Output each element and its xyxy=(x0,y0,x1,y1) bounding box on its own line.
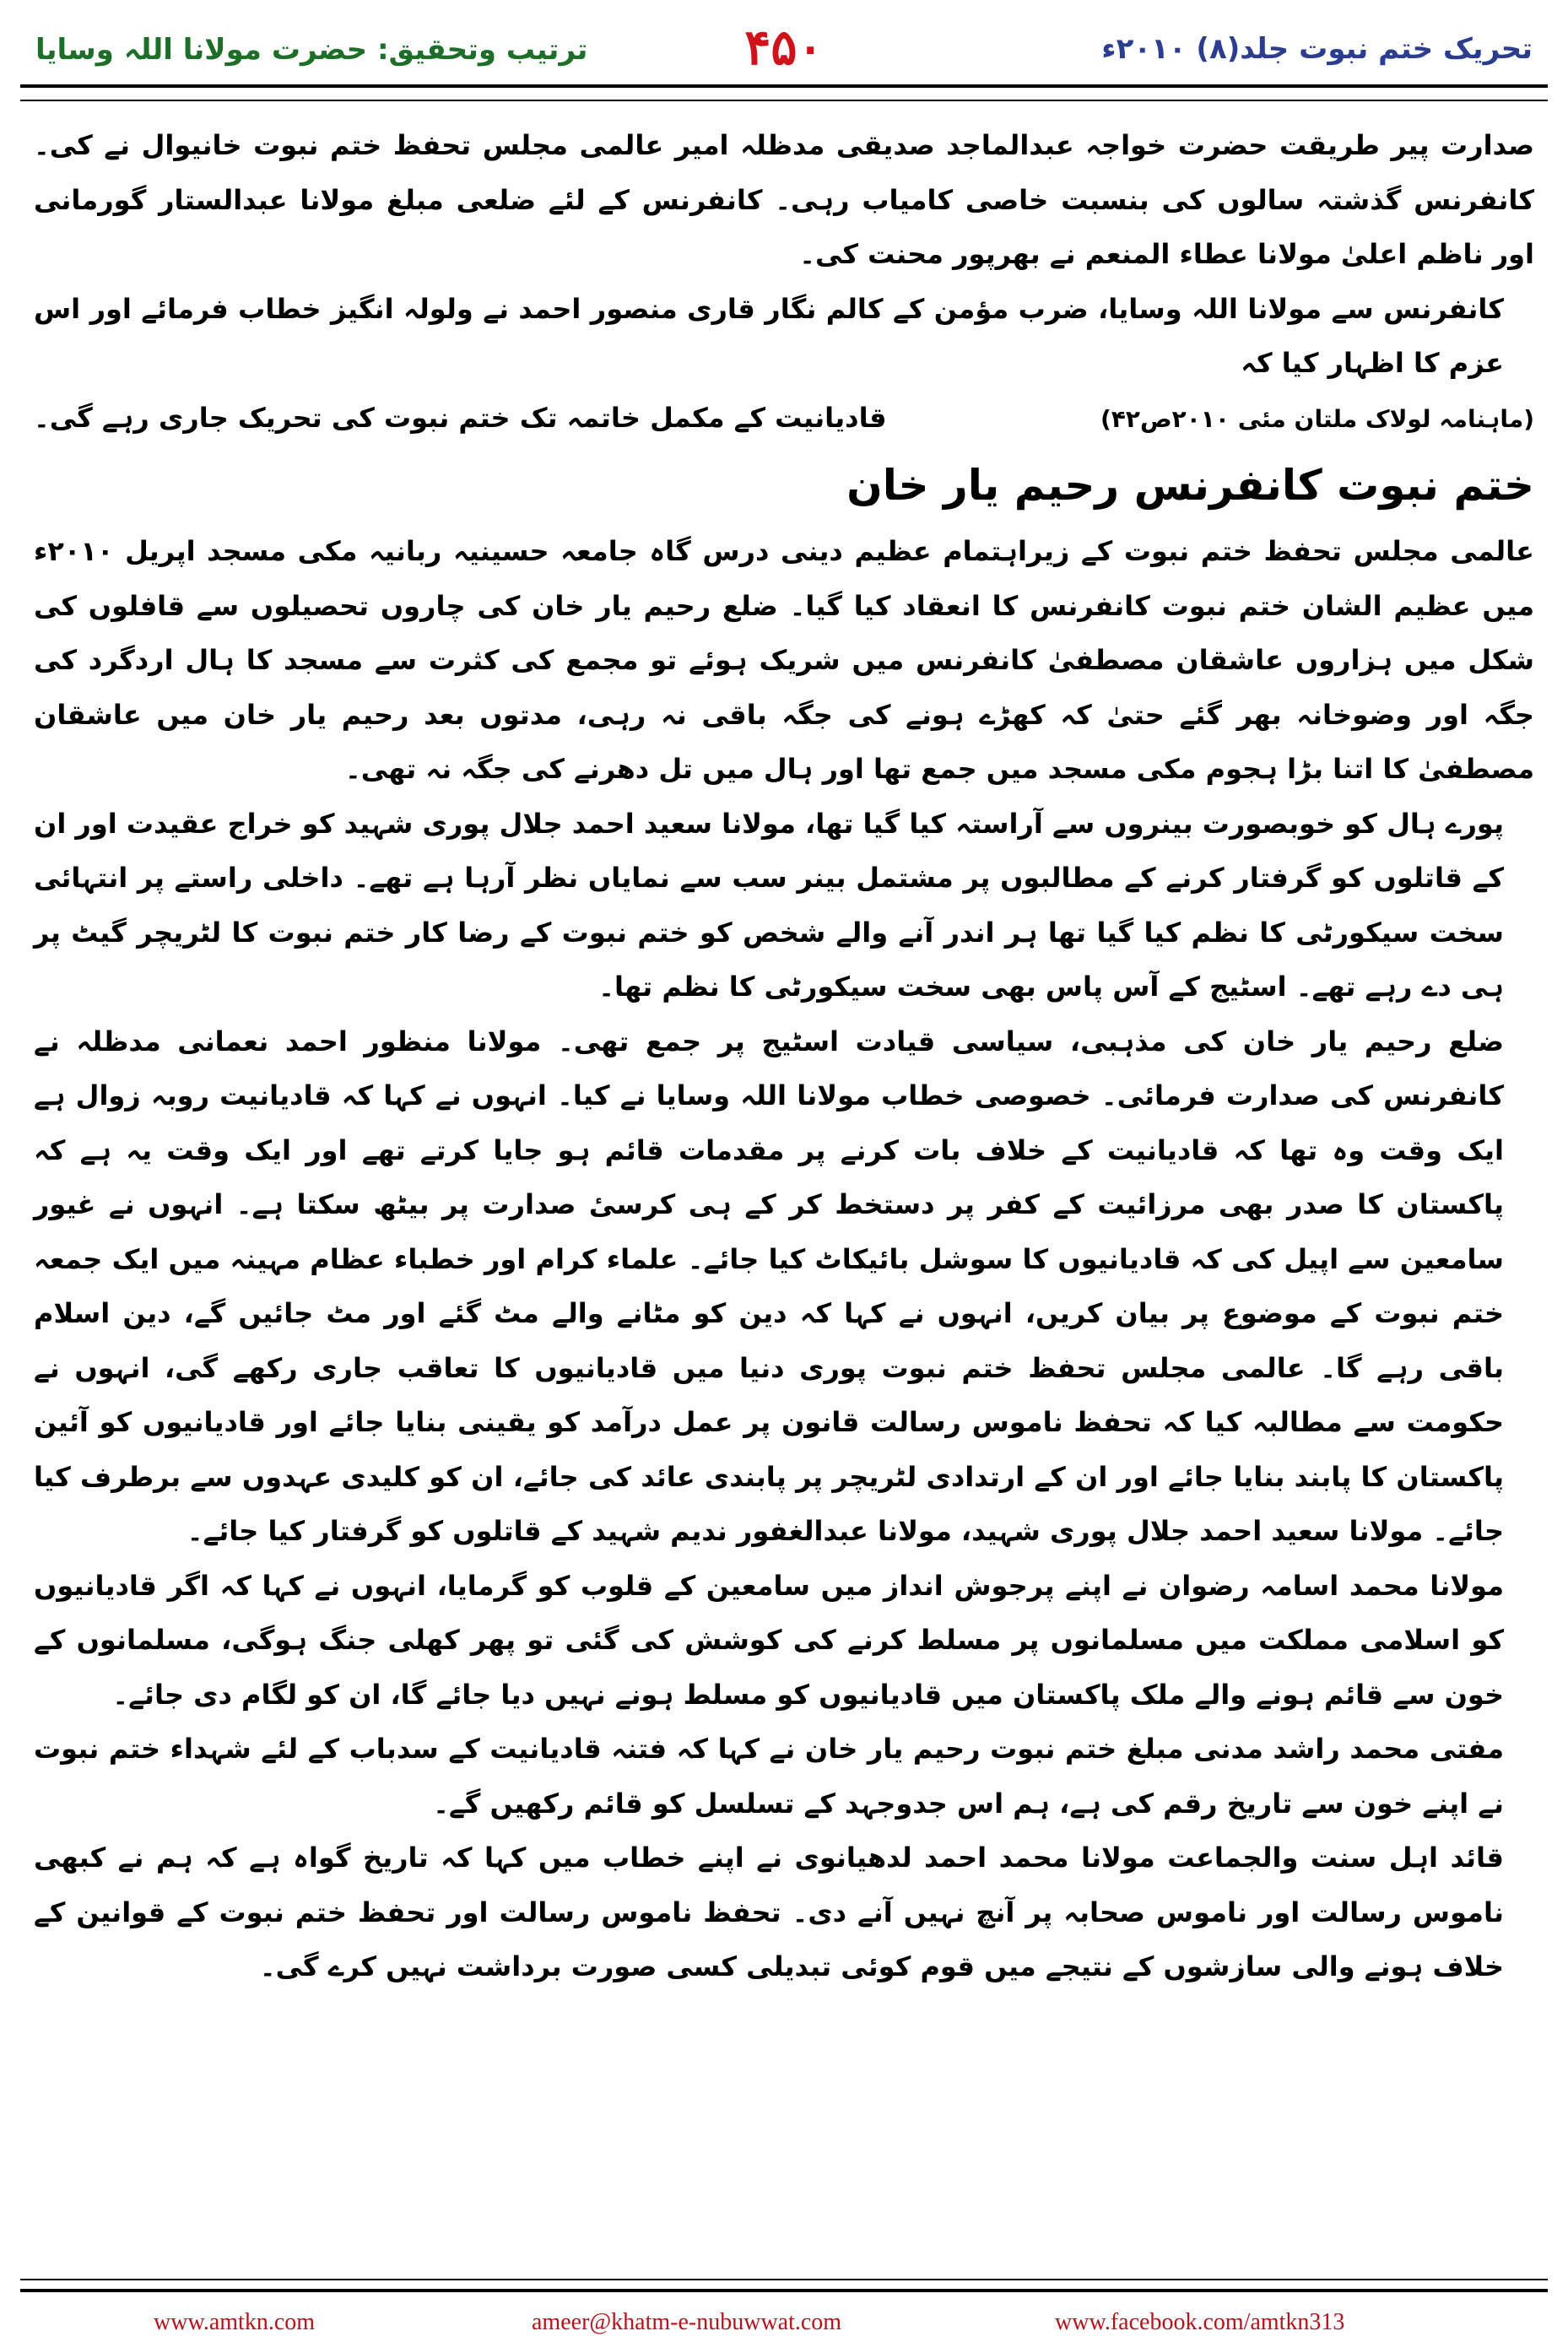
footer-divider xyxy=(20,2279,1548,2292)
page-number: ۴۵۰ xyxy=(744,19,824,76)
source-citation: (ماہنامہ لولاک ملتان مئی ۲۰۱۰ص۴۲) xyxy=(1100,404,1534,433)
facebook-link[interactable]: www.facebook.com/amtkn313 xyxy=(1055,2309,1345,2335)
email-link[interactable]: ameer@khatm-e-nubuwwat.com xyxy=(532,2309,842,2335)
page-footer xyxy=(0,2279,1568,2342)
paragraph-2-last-line: قادیانیت کے مکمل خاتمہ تک ختم نبوت کی تحریک جاری رہے گی۔ xyxy=(34,401,887,434)
book-title: تحریک ختم نبوت جلد(۸) ۲۰۱۰ء xyxy=(1101,32,1533,66)
website-link[interactable]: www.amtkn.com xyxy=(154,2309,316,2335)
paragraph-4: پورے ہال کو خوبصورت بینروں سے آراستہ کیا گیا تھا، مولانا سعید احمد جلال پوری شہید کو خراج عقیدت اور ان کے قاتلوں کو گرفتار کرنے کے مطالبوں پر مشتمل بینر سب سے نمایاں نظر آرہا ہے تھے۔ داخلی راستے پر انتہائی سخت سیکورٹی کا نظم کیا گیا تھا ہر اندر آنے والے شخص کو ختم نبوت کے رضا کار ختم نبوت کا لٹریچر گیٹ پر ہی دے رہے تھے۔ اسٹیج کے آس پاس بھی سخت سیکورٹی کا نظم تھا۔ xyxy=(34,807,1504,1003)
paragraph-3: عالمی مجلس تحفظ ختم نبوت کے زیراہتمام عظیم دینی درس گاہ جامعہ حسینیہ ربانیہ مکی مسجد اپریل ۲۰۱۰ء میں عظیم الشان ختم نبوت کانفرنس کا انعقاد کیا گیا۔ ضلع رحیم یار خان کی چاروں تحصیلوں سے قافلوں کی شکل میں ہزاروں عاشقان مصطفیٰ کانفرنس میں شریک ہوئے تو مجمع کی کثرت سے مسجد کا ہال اردگرد کی جگہ اور وضوخانہ بھر گئے حتیٰ کہ کھڑے ہونے کی جگہ باقی نہ رہی، مدتوں بعد رحیم یار خان میں عاشقان مصطفیٰ کا اتنا بڑا ہجوم مکی مسجد میں جمع تھا اور ہال میں تل دھرنے کی جگہ نہ تھی۔ xyxy=(34,535,1534,785)
paragraph-6: مولانا محمد اسامہ رضوان نے اپنے پرجوش انداز میں سامعین کے قلوب کو گرمایا، انہوں نے کہا کہ اگر قادیانیوں کو اسلامی مملکت میں مسلمانوں پر مسلط کرنے کی کوشش کی گئی تو پھر کھلی جنگ ہوگی، مسلمانوں کے خون سے قائم ہونے والے ملک پاکستان میں قادیانیوں کو مسلط ہونے نہیں دیا جائے گا، ان کو لگام دی جائے۔ xyxy=(34,1569,1505,1711)
header-divider xyxy=(20,84,1548,101)
section-heading: ختم نبوت کانفرنس رحیم یار خان xyxy=(846,461,1534,510)
paragraph-8: قائد اہل سنت والجماعت مولانا محمد احمد لدھیانوی نے اپنے خطاب میں کہا کہ تاریخ گواہ ہے کہ ہم نے کبھی ناموس رسالت اور ناموس صحابہ پر آنچ نہیں آنے دی۔ تحفظ ناموس رسالت اور تحفظ ختم نبوت کے قوانین کے خلاف ہونے والی سازشوں کے نتیجے میں قوم کوئی تبدیلی کسی صورت برداشت نہیں کرے گی۔ xyxy=(34,1842,1504,1982)
paragraph-2: کانفرنس سے مولانا اللہ وسایا، ضرب مؤمن کے کالم نگار قاری منصور احمد نے ولولہ انگیز خطاب فرمائے اور اس عزم کا اظہار کیا کہ xyxy=(34,292,1504,379)
paragraph-5: ضلع رحیم یار خان کی مذہبی، سیاسی قیادت اسٹیج پر جمع تھی۔ مولانا منظور احمد نعمانی مدظلہ نے کانفرنس کی صدارت فرمائی۔ خصوصی خطاب مولانا اللہ وسایا نے کیا۔ انہوں نے کہا کہ قادیانیت روبہ زوال ہے ایک وقت وہ تھا کہ قادیانیت کے خلاف بات کرنے پر مقدمات قائم ہو جایا کرتے تھے اور ایک وقت یہ ہے کہ پاکستان کا صدر بھی مرزائیت کے کفر پر دستخط کر کے ہی کرسیٔ صدارت پر بیٹھ سکتا ہے۔ انہوں نے غیور سامعین سے اپیل کی کہ قادیانیوں کا سوشل بائیکاٹ کیا جائے۔ علماء کرام اور خطباء عظام مہینہ میں ایک جمعہ ختم نبوت کے موضوع پر بیان کریں، انہوں نے کہا کہ دین کو مٹانے والے مٹ گئے اور مٹ جائیں گے، دین اسلام باقی رہے گا۔ عالمی مجلس تحفظ ختم نبوت پوری دنیا میں قادیانیوں کا تعاقب جاری رکھے گی، انہوں نے حکومت سے مطالبہ کیا کہ تحفظ ناموس رسالت قانون پر عمل درآمد کو یقینی بنایا جائے اور قادیانیوں کو آئین پاکستان کا پابند بنایا جائے اور ان کے ارتدادی لٹریچر پر پابندی عائد کی جائے، ان کو کلیدی عہدوں سے برطرف کیا جائے۔ مولانا سعید احمد جلال پوری شہید، مولانا عبدالغفور ندیم شہید کے قاتلوں کو گرفتار کیا جائے۔ xyxy=(34,1025,1504,1547)
paragraph-1: صدارت پیر طریقت حضرت خواجہ عبدالماجد صدیقی مدظلہ امیر عالمی مجلس تحفظ ختم نبوت خانیوال نے کی۔ کانفرنس گذشتہ سالوں کی بنسبت خاصی کامیاب رہی۔ کانفرنس کے لئے ضلعی مبلغ مولانا عبدالستار گورمانی اور ناظم اعلیٰ مولانا عطاء المنعم نے بھرپور محنت کی۔ xyxy=(34,129,1534,270)
editor-credit: ترتیب وتحقیق: حضرت مولانا اللہ وسایا xyxy=(35,33,588,67)
page-header xyxy=(0,0,1568,93)
paragraph-7: مفتی محمد راشد مدنی مبلغ ختم نبوت رحیم یار خان نے کہا کہ فتنہ قادیانیت کے سدباب کے لئے شہداء ختم نبوت نے اپنے خون سے تاریخ رقم کی ہے، ہم اس جدوجہد کے تسلسل کو قائم رکھیں گے۔ xyxy=(34,1733,1504,1820)
paragraph-2-ending xyxy=(34,391,1534,447)
page-body xyxy=(34,118,1534,1994)
